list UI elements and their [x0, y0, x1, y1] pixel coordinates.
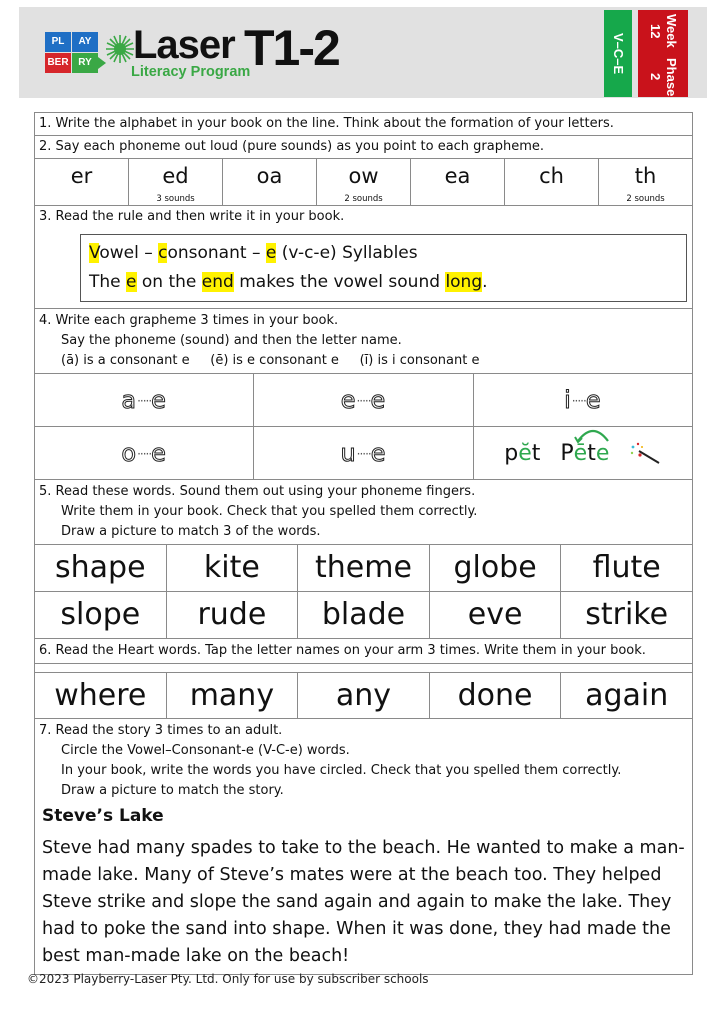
grapheme-grid — [35, 159, 692, 206]
instruction-line: Write them in your book. Check that you spelled them correctly. — [61, 504, 478, 519]
instruction-line: In your book, write the words you have circled. Check that you spelled them correctly. — [61, 763, 622, 778]
worksheet — [34, 112, 693, 975]
word-cell: rude — [167, 592, 299, 638]
instruction-line: Say the phoneme (sound) and then the letter name. — [61, 333, 402, 348]
highlight: e — [265, 243, 277, 263]
grapheme-cell — [129, 159, 223, 205]
grapheme-note: 2 sounds — [626, 194, 665, 204]
logo-piece: RY — [72, 53, 98, 73]
q5-instruction — [35, 480, 692, 545]
heart-word-cell: where — [35, 673, 167, 718]
grapheme-note: 3 sounds — [156, 194, 195, 204]
tracing-pattern: a·····e — [121, 386, 167, 414]
magic-wand-icon — [629, 441, 661, 465]
highlight: e — [126, 272, 137, 292]
tracing-grid-row-1 — [35, 374, 692, 427]
heart-word-cell: many — [167, 673, 299, 718]
logo-word: Laser — [133, 23, 235, 67]
heart-word-grid — [35, 672, 692, 719]
tracing-cell — [474, 374, 692, 426]
grapheme-cell — [411, 159, 505, 205]
grapheme-cell — [317, 159, 411, 205]
week-label: Week 12 — [648, 14, 679, 49]
grapheme: ea — [444, 164, 471, 188]
logo-piece: BER — [45, 53, 71, 73]
pet-pete-example — [474, 427, 692, 479]
rule-text: (v-c-e) Syllables — [276, 243, 418, 263]
word-cell: theme — [298, 545, 430, 591]
short-vowel-word: pĕt — [504, 440, 541, 466]
heart-word-cell: again — [585, 678, 669, 713]
playberry-logo — [45, 32, 99, 74]
q3-instruction: 3. Read the rule and then write it in your book. — [39, 209, 345, 224]
rule-line-1 — [89, 239, 678, 268]
tracing-grid-row-2 — [35, 427, 692, 480]
jump-arrow-icon — [574, 427, 612, 443]
tracing-cell — [254, 374, 473, 426]
rule-text: on the — [136, 272, 202, 292]
word-cell: flute — [592, 550, 661, 585]
logo-piece: AY — [72, 32, 98, 52]
phase-week-tag — [638, 10, 688, 97]
q3-section — [35, 206, 692, 309]
rule-text: makes the vowel sound — [233, 272, 446, 292]
tracing-cell — [35, 427, 254, 479]
q6-instruction: 6. Read the Heart words. Tap the letter names on your arm 3 times. Write them in your book. — [35, 639, 692, 664]
instruction-line: 4. Write each grapheme 3 times in your book. — [39, 313, 339, 328]
grapheme: ch — [539, 164, 564, 188]
tracing-pattern: u·····e — [340, 439, 387, 467]
instruction-line: Draw a picture to match 3 of the words. — [61, 524, 321, 539]
q1-instruction: 1. Write the alphabet in your book on the line. Think about the formation of your letters. — [35, 113, 692, 136]
rule-text: . — [482, 272, 488, 292]
word-grid-row-2 — [35, 592, 692, 639]
rule-text: onsonant – — [167, 243, 266, 263]
grapheme-cell — [505, 159, 599, 205]
q4-instruction — [35, 309, 692, 374]
instruction-line: 5. Read these words. Sound them out using your phoneme fingers. — [39, 484, 476, 499]
instruction-line: Circle the Vowel–Consonant-e (V-C-e) words. — [61, 743, 350, 758]
highlight: long — [445, 272, 483, 292]
word-cell: slope — [35, 592, 167, 638]
grapheme: er — [70, 164, 93, 188]
grapheme: th — [634, 164, 657, 188]
instruction-line: (ā) is a consonant e (ē) is e consonant e (ī) is i consonant e — [61, 353, 480, 368]
rule-text: The — [89, 272, 127, 292]
long-vowel-word: Pēte — [560, 441, 609, 466]
spacer — [35, 664, 692, 672]
phase-label: Phase 2 — [648, 57, 679, 96]
rule-text: owel – — [99, 243, 159, 263]
grapheme: oa — [256, 164, 283, 188]
instruction-line: Draw a picture to match the story. — [61, 783, 284, 798]
topic-tag: V–C–E — [604, 10, 632, 97]
instruction-line: 7. Read the story 3 times to an adult. — [39, 723, 283, 738]
grapheme-cell — [223, 159, 317, 205]
heart-word-cell: done — [430, 673, 562, 718]
q7-section — [35, 719, 692, 974]
word-cell: kite — [167, 545, 299, 591]
tracing-cell — [35, 374, 254, 426]
word-cell: blade — [298, 592, 430, 638]
word-cell: eve — [430, 592, 562, 638]
rule-line-2 — [89, 268, 678, 297]
q2-instruction: 2. Say each phoneme out loud (pure sounds) as you point to each grapheme. — [35, 136, 692, 159]
level-title: T1-2 — [244, 20, 339, 76]
tracing-pattern: o·····e — [121, 439, 167, 467]
heart-word-cell: any — [298, 673, 430, 718]
worksheet-header — [19, 7, 707, 98]
highlight: V — [89, 243, 100, 263]
grapheme-cell — [35, 159, 129, 205]
rule-box — [80, 234, 687, 302]
word-cell: globe — [430, 545, 562, 591]
logo-subtitle: Literacy Program — [131, 64, 251, 80]
copyright-footer: ©2023 Playberry-Laser Pty. Ltd. Only for use by subscriber schools — [27, 972, 429, 986]
tracing-pattern: i·····e — [564, 386, 602, 414]
tracing-pattern: e·····e — [340, 386, 387, 414]
grapheme: ow — [348, 164, 379, 188]
grapheme: ed — [162, 164, 189, 188]
laser-burst-icon — [105, 34, 135, 64]
highlight: end — [201, 272, 234, 292]
highlight: c — [158, 243, 168, 263]
q7-instruction — [35, 719, 692, 803]
story-text: Steve had many spades to take to the beach. He wanted to make a man-made lake. Many of Steve’s mates were at the beach too. They helped Steve strike and slope the sand again and again to make the lake. They had to poke the sand into shape. When it was done, they had made the best man-made lake on the beach! — [42, 838, 685, 966]
story-title: Steve’s Lake — [42, 806, 164, 826]
grapheme-note: 2 sounds — [344, 194, 383, 204]
logo-piece: PL — [45, 32, 71, 52]
grapheme-cell — [599, 159, 692, 205]
word-cell: shape — [35, 545, 167, 591]
word-grid-row-1 — [35, 545, 692, 592]
tracing-cell — [254, 427, 473, 479]
word-cell: strike — [585, 597, 669, 632]
